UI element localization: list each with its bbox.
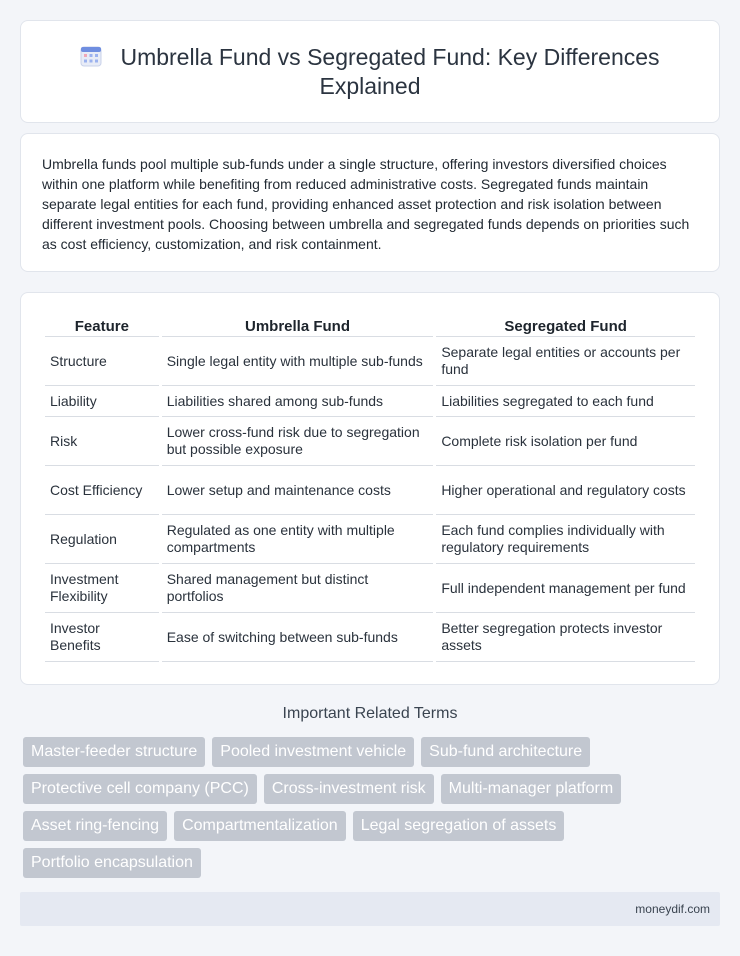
related-term-tag[interactable]: Portfolio encapsulation [23, 848, 201, 878]
segregated-cell: Liabilities segregated to each fund [436, 386, 695, 417]
footer-bar [20, 892, 720, 926]
segregated-cell: Better segregation protects investor assets [436, 613, 695, 662]
feature-cell: Risk [45, 417, 159, 466]
umbrella-cell: Liabilities shared among sub-funds [162, 386, 434, 417]
umbrella-cell: Lower setup and maintenance costs [162, 466, 434, 515]
segregated-cell: Higher operational and regulatory costs [436, 466, 695, 515]
table-row [45, 337, 695, 386]
table-row [45, 515, 695, 564]
page-title-wrap [61, 43, 679, 101]
intro-card [20, 133, 720, 272]
feature-cell: Liability [45, 386, 159, 417]
footer-site-link[interactable]: moneydif.com [635, 902, 710, 916]
related-term-tag[interactable]: Sub-fund architecture [421, 737, 590, 767]
header-feature: Feature [45, 317, 159, 337]
feature-cell: Cost Efficiency [45, 466, 159, 515]
feature-cell: Regulation [45, 515, 159, 564]
umbrella-cell: Ease of switching between sub-funds [162, 613, 434, 662]
table-row [45, 466, 695, 515]
segregated-cell: Complete risk isolation per fund [436, 417, 695, 466]
umbrella-cell: Shared management but distinct portfolios [162, 564, 434, 613]
table-row [45, 417, 695, 466]
related-term-tag[interactable]: Cross-investment risk [264, 774, 434, 804]
calendar-icon [80, 45, 102, 67]
feature-cell: Investment Flexibility [45, 564, 159, 613]
segregated-cell: Each fund complies individually with regulatory requirements [436, 515, 695, 564]
table-row [45, 386, 695, 417]
table-row [45, 613, 695, 662]
table-row [45, 564, 695, 613]
header-segregated-fund: Segregated Fund [436, 317, 695, 337]
umbrella-cell: Single legal entity with multiple sub-funds [162, 337, 434, 386]
header-card [20, 20, 720, 123]
related-terms-title: Important Related Terms [282, 705, 458, 722]
segregated-cell: Full independent management per fund [436, 564, 695, 613]
table-header-row [45, 317, 695, 337]
feature-cell: Investor Benefits [45, 613, 159, 662]
related-term-tag[interactable]: Multi-manager platform [441, 774, 622, 804]
related-term-tag[interactable]: Master-feeder structure [23, 737, 205, 767]
related-term-tag[interactable]: Protective cell company (PCC) [23, 774, 257, 804]
related-term-tag[interactable]: Pooled investment vehicle [212, 737, 414, 767]
umbrella-cell: Lower cross-fund risk due to segregation but possible exposure [162, 417, 434, 466]
umbrella-cell: Regulated as one entity with multiple compartments [162, 515, 434, 564]
header-umbrella-fund: Umbrella Fund [162, 317, 434, 337]
comparison-card [20, 292, 720, 685]
related-term-tag[interactable]: Compartmentalization [174, 811, 346, 841]
related-terms-list [23, 737, 723, 878]
intro-paragraph: Umbrella funds pool multiple sub-funds under a single structure, offering investors diversified choices within one platform while benefiting from reduced administrative costs. Segregated funds maintain separate legal entities for each fund, providing enhanced asset protection and risk isolation between different investment pools. Choosing between umbrella and segregated funds depends on priorities such as cost efficiency, customization, and risk containment. [42, 156, 690, 252]
related-term-tag[interactable]: Legal segregation of assets [353, 811, 565, 841]
comparison-table [42, 317, 698, 662]
page-title: Umbrella Fund vs Segregated Fund: Key Differences Explained [120, 44, 660, 99]
segregated-cell: Separate legal entities or accounts per fund [436, 337, 695, 386]
feature-cell: Structure [45, 337, 159, 386]
related-term-tag[interactable]: Asset ring-fencing [23, 811, 167, 841]
